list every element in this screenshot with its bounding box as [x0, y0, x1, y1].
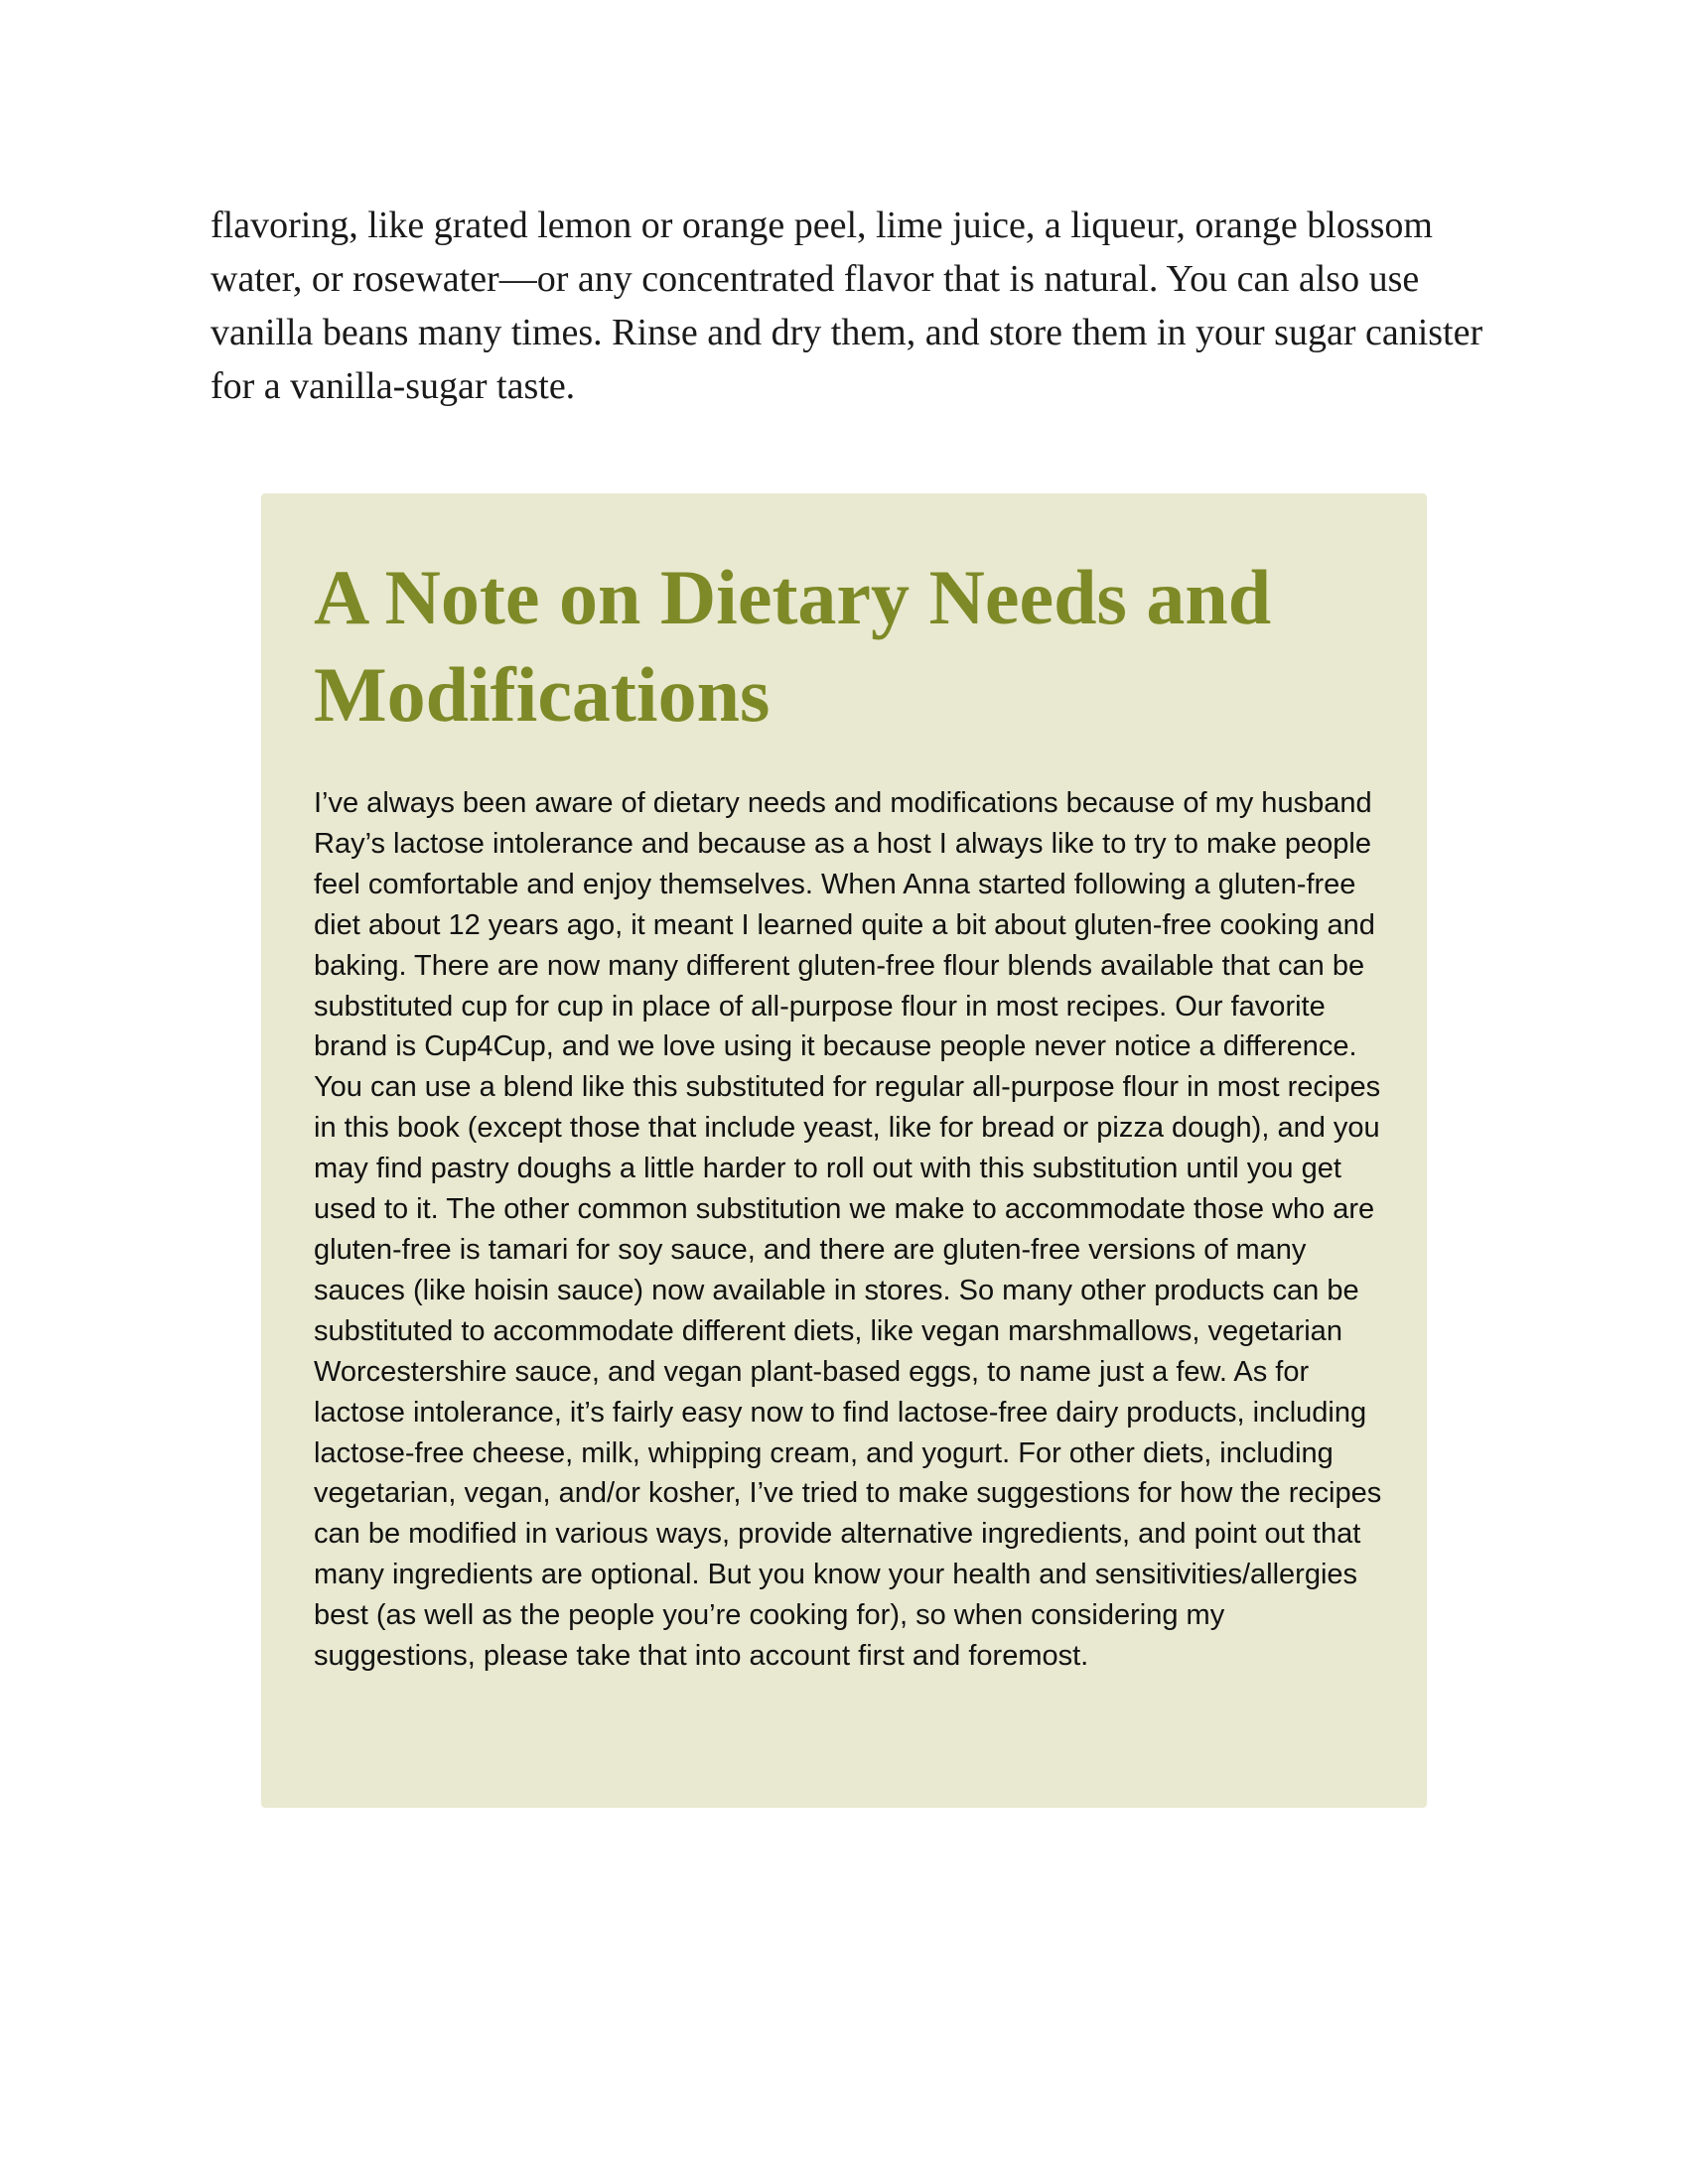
intro-paragraph: flavoring, like grated lemon or orange peel, lime juice, a liqueur, orange blossom water, or rosewater—or any concentrated flavor that is natural. You can also use vanilla beans many times. Rinse and dry them, and store them in your sugar canister for a vanilla-sugar taste.: [211, 205, 1483, 407]
sidebar-body-paragraph: I’ve always been aware of dietary needs and modifications because of my husband Ray’s lactose intolerance and because as a host I always like to try to make people feel comfortable and enjoy themselves. When Anna started following a gluten-free diet about 12 years ago, it meant I learned quite a bit about gluten-free cooking and baking. There are now many different gluten-free flour blends available that can be substituted cup for cup in place of all-purpose flour in most recipes. Our favorite brand is Cup4Cup, and we love using it because people never notice a difference. You can use a blend like this substituted for regular all-purpose flour in most recipes in this book (except those that include yeast, like for bread or pizza dough), and you may find pastry doughs a little harder to roll out with this substitution until you get used to it. The other common substitution we make to accommodate those who are gluten-free is tamari for soy sauce, and there are gluten-free versions of many sauces (like hoisin sauce) now available in stores. So many other products can be substituted to accommodate different diets, like vegan marshmallows, vegetarian Worcestershire sauce, and vegan plant-based eggs, to name just a few. As for lactose intolerance, it’s fairly easy now to find lactose-free dairy products, including lactose-free cheese, milk, whipping cream, and yogurt. For other diets, including vegetarian, vegan, and/or kosher, I’ve tried to make suggestions for how the recipes can be modified in various ways, provide alternative ingredients, and point out that many ingredients are optional. But you know your health and sensitivities/allergies best (as well as the people you’re cooking for), so when considering my suggestions, please take that into account first and foremost.: [314, 787, 1382, 1673]
sidebar-title: A Note on Dietary Needs and Modifications: [314, 554, 1272, 738]
dietary-note-sidebar: [261, 493, 1427, 1808]
